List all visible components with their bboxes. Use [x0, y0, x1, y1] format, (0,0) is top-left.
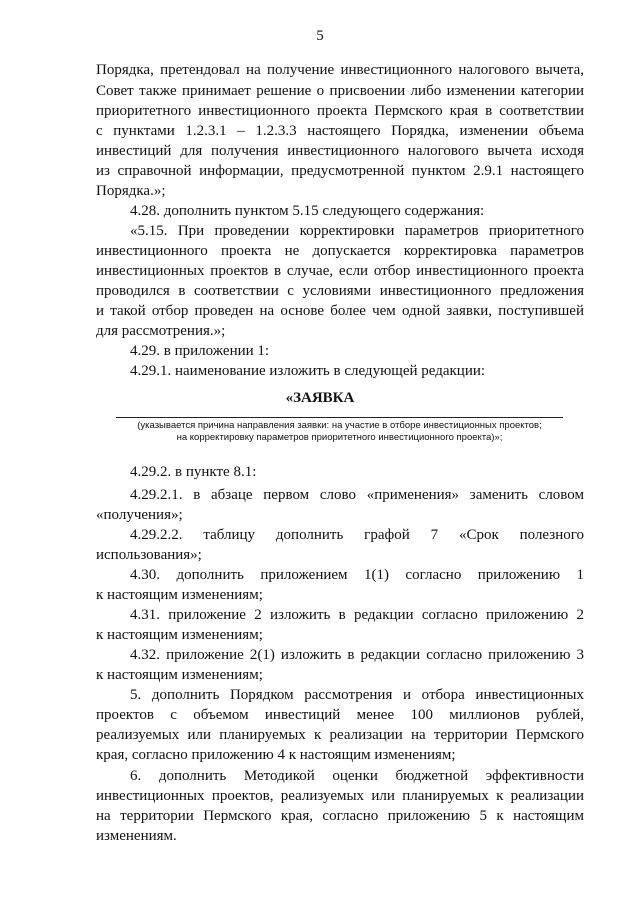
text-line: Порядка, претендовал на получение инвестиционного налогового вычета,: [96, 62, 584, 78]
text-line: к настоящим изменениям;: [96, 587, 263, 603]
text-line: на территории Пермского края, согласно приложению 5 к настоящим: [96, 808, 584, 824]
text-line: края, согласно приложению 4 к настоящим изменениям;: [96, 747, 456, 763]
text-line: проектов с объемом инвестиций менее 100 миллионов рублей,: [96, 707, 584, 723]
text-line: 4.30. дополнить приложением 1(1) согласно приложению 1: [130, 567, 584, 583]
text-line: инвестиционного проекта не допускается корректировка параметров: [96, 243, 584, 259]
text-line: реализуемых или планируемых к реализации на территории Пермского: [96, 727, 584, 743]
text-line: 4.32. приложение 2(1) изложить в редакции согласно приложению 3: [130, 647, 584, 663]
text-line: инвестиционных проектов, реализуемых или планируемых к реализации: [96, 788, 584, 804]
text-line: инвестиционных проектов в случае, если отбор инвестиционного проекта: [96, 263, 584, 279]
text-line: из справочной информации, предусмотренной пунктом 2.9.1 настоящего: [96, 163, 584, 179]
paragraph-4-28: 4.28. дополнить пунктом 5.15 следующего содержания:: [130, 203, 485, 219]
paragraph-4-29: 4.29. в приложении 1:: [130, 343, 270, 359]
text-line: приоритетного инвестиционного проекта Пермского края в соответствии: [96, 103, 584, 119]
text-line: 4.29.2.1. в абзаце первом слово «применения» заменить словом: [130, 487, 584, 503]
text-line: проводился в соответствии с условиями инвестиционного предложения: [96, 283, 584, 299]
text-line: к настоящим изменениям;: [96, 667, 263, 683]
text-line: изменениям.: [96, 828, 177, 844]
text-line: инвестиций для получения инвестиционного налогового вычета исходя: [96, 143, 584, 159]
fill-in-rule: [116, 417, 563, 418]
paragraph-4-29-1: 4.29.1. наименование изложить в следующей редакции:: [130, 363, 486, 379]
text-line: к настоящим изменениям;: [96, 627, 263, 643]
application-title: «ЗАЯВКА: [285, 390, 355, 406]
page-number: 5: [316, 28, 324, 44]
text-line: использования»;: [96, 547, 202, 563]
text-line: 4.31. приложение 2 изложить в редакции согласно приложению 2: [130, 607, 584, 623]
text-line: Порядка.»;: [96, 183, 166, 199]
text-line: Совет также принимает решение о присвоении либо изменении категории: [96, 83, 584, 99]
text-line: 5. дополнить Порядком рассмотрения и отбора инвестиционных: [130, 687, 584, 703]
explanatory-note: на корректировку параметров приоритетного инвестиционного проекта)»;: [176, 432, 503, 443]
explanatory-note: (указывается причина направления заявки: на участие в отборе инвестиционных проектов;: [137, 420, 542, 431]
text-line: 6. дополнить Методикой оценки бюджетной эффективности: [130, 768, 584, 784]
paragraph-4-29-2: 4.29.2. в пункте 8.1:: [130, 464, 257, 480]
text-line: для рассмотрения.»;: [96, 323, 226, 339]
text-line: «5.15. При проведении корректировки параметров приоритетного: [130, 223, 584, 239]
text-line: «получения»;: [96, 507, 183, 523]
text-line: 4.29.2.2. таблицу дополнить графой 7 «Срок полезного: [130, 527, 584, 543]
text-line: с пунктами 1.2.3.1 – 1.2.3.3 настоящего Порядка, изменении объема: [96, 123, 584, 139]
text-line: и такой отбор проведен на основе более чем одной заявки, поступившей: [96, 303, 584, 319]
